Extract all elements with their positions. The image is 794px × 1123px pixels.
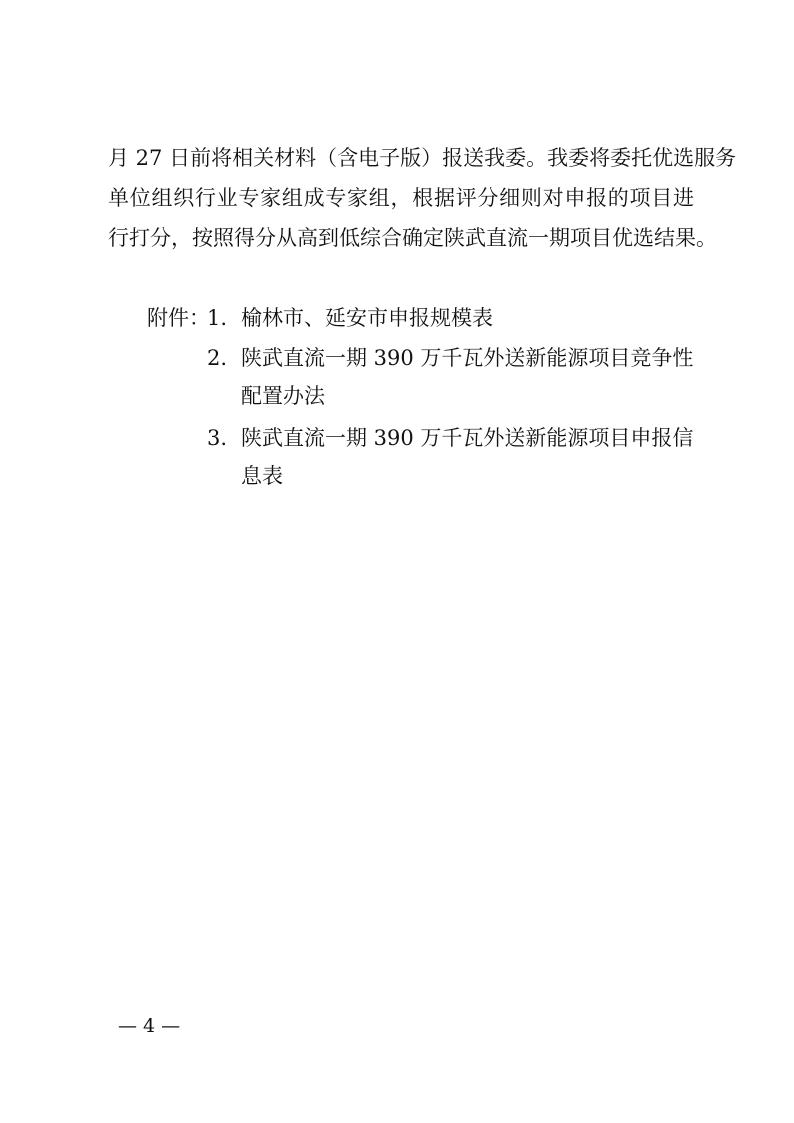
attachment-title-line-1: 陕武直流一期 390 万千瓦外送新能源项目申报信 <box>241 426 694 450</box>
attachment-title-line-1: 榆林市、延安市申报规模表 <box>241 306 493 330</box>
attachment-item-3 <box>207 423 697 491</box>
body-paragraph-line-3: 行打分，按照得分从高到低综合确定陕武直流一期项目优选结果。 <box>108 226 717 250</box>
attachment-number: 3. <box>207 426 228 450</box>
attachment-number: 1. <box>207 306 228 330</box>
attachment-item-2 <box>207 343 697 411</box>
body-paragraph-line-1: 月 27 日前将相关材料（含电子版）报送我委。我委将委托优选服务 <box>108 146 737 170</box>
attachment-title-line-1: 陕武直流一期 390 万千瓦外送新能源项目竞争性 <box>241 346 694 370</box>
attachments-label: 附件： <box>147 306 210 330</box>
page-number: — 4 — <box>118 1015 181 1037</box>
attachment-title-line-2: 息表 <box>241 464 283 488</box>
attachment-item-1 <box>207 303 697 333</box>
attachment-title-line-2: 配置办法 <box>241 384 325 408</box>
attachment-number: 2. <box>207 346 228 370</box>
body-paragraph-line-2: 单位组织行业专家组成专家组，根据评分细则对申报的项目进 <box>108 186 694 210</box>
